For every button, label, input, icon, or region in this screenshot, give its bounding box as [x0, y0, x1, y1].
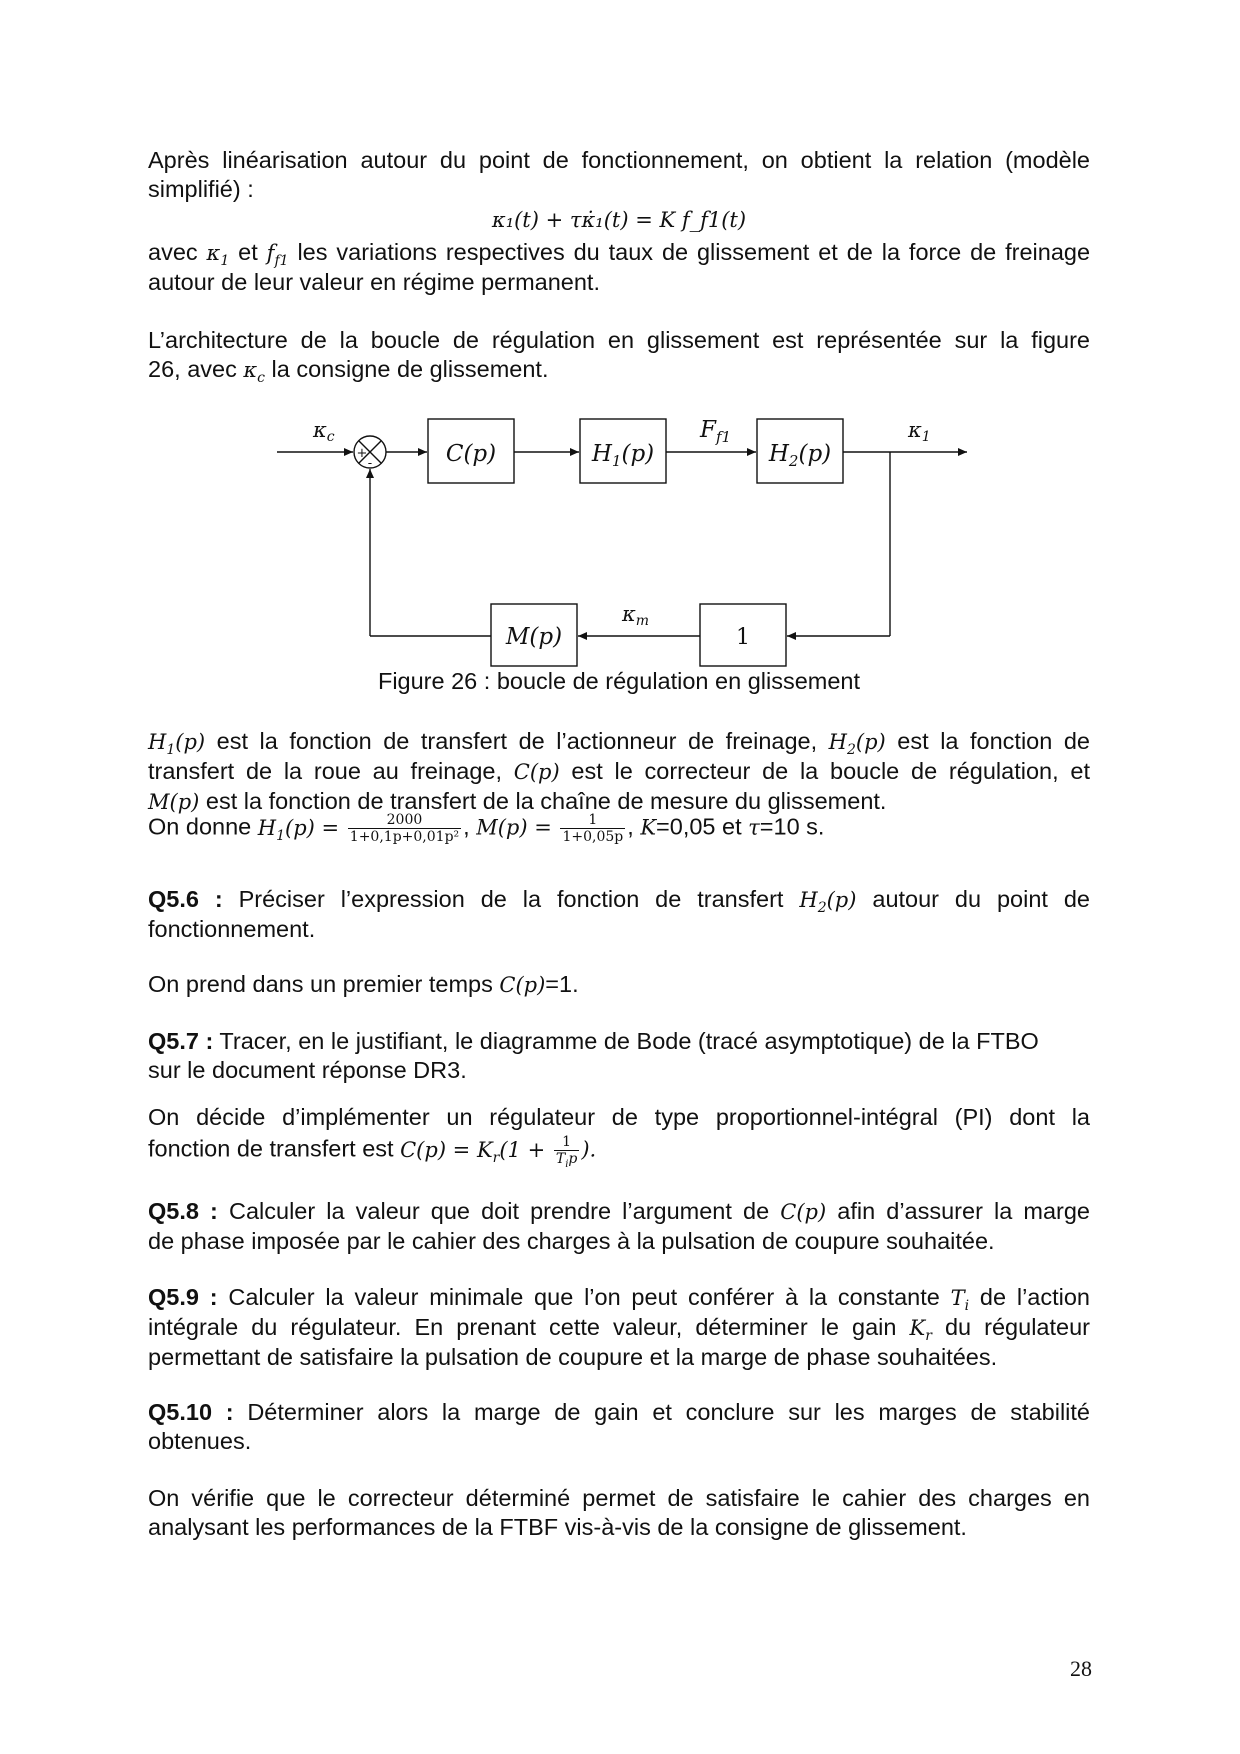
symbol-h2: $H_2(p)$: [828, 730, 886, 759]
page-number: 28: [1070, 1656, 1092, 1681]
question-q5-9: [148, 1283, 1090, 1372]
symbol-kappa1: $\kappa_1$: [206, 241, 230, 270]
q5-7-line-2: sur le document réponse DR3.: [148, 1057, 467, 1083]
final-paragraph: [148, 1484, 1090, 1542]
q5-10-line-1: Q5.10 : Déterminer alors la marge de gain et conclure sur les marges de stabilité: [148, 1399, 1090, 1425]
given-k: K: [640, 815, 657, 840]
label-block-h2: $H_2(p)$: [768, 441, 832, 470]
architecture-line-1: L’architecture de la boucle de régulation en glissement est représentée sur la figure: [148, 327, 1090, 353]
q5-7-label: Q5.7 :: [148, 1028, 214, 1054]
variables-line-2: autour de leur valeur en régime permanent.: [148, 269, 600, 295]
pi-paragraph: [148, 1103, 1090, 1170]
equation-text: κ₁(t) + τκ̇₁(t) = K f_f1(t): [491, 208, 747, 232]
given-values: On donne $H_1(p)$ = $\frac{2000}{\text{1+0,1p+0,01p²}}$ , M(p) = $\frac{1}{1+0,05p}$ , K=0,05 et τ=10 s.: [148, 812, 825, 845]
given-m-fraction: $\frac{1}{1+0,05p}$: [562, 812, 624, 845]
q5-9-symbol-ti: $T_i$: [950, 1286, 970, 1315]
intro-line-1: Après linéarisation autour du point de fonctionnement, on obtient la relation (modèle: [148, 147, 1090, 173]
given-tau: τ: [748, 815, 760, 840]
variables-text: les variations respectives du taux de glissement et de la force de freinage: [297, 239, 1091, 265]
q5-9-label: Q5.9 :: [148, 1284, 218, 1310]
label-ff1: $F_{f1}$: [700, 417, 732, 446]
intro-line-2: simplifié) :: [148, 176, 254, 202]
question-q5-10: [148, 1398, 1090, 1456]
pi-close: ).: [581, 1137, 597, 1162]
symbol-ff1: $f_{f1}$: [266, 241, 289, 270]
pi-formula: $C(p) = K_r(1$ +: [400, 1137, 552, 1166]
pi-line-1: On décide d’implémenter un régulateur de type proportionnel-intégral (PI) dont la: [148, 1104, 1090, 1130]
label-block-m: M(p): [505, 624, 563, 650]
symbol-h1: $H_1(p)$: [148, 730, 206, 759]
text-et: et: [238, 239, 258, 265]
architecture-line-2: 26, avec $\kappa_c$ la consigne de glissement.: [148, 356, 549, 387]
final-line-1: On vérifie que le correcteur déterminé permet de satisfaire le cahier des charges en: [148, 1485, 1090, 1511]
plus-sign: +: [356, 446, 368, 461]
q5-10-label: Q5.10 :: [148, 1399, 234, 1425]
given-h1: $H_1(p)$ =: [257, 815, 346, 844]
question-q5-8: [148, 1197, 1090, 1256]
label-kappa-1: κ1: [908, 418, 931, 445]
q5-6-line-1: Q5.6 : Préciser l’expression de la fonction de transfert $H_2(p)$ autour du point de: [148, 886, 1090, 917]
first-assumption: On prend dans un premier temps C(p)=1.: [148, 971, 579, 997]
q5-9-line-2: intégrale du régulateur. En prenant cette valeur, déterminer le gain $K_r$ du régulateur: [148, 1314, 1090, 1345]
q5-9-line-3: permettant de satisfaire la pulsation de coupure et la marge de phase souhaitées.: [148, 1344, 998, 1370]
control-loop-diagram: [0, 0, 1240, 700]
pi-line-2: fonction de transfert est $C(p) = K_r(1$ + $\frac{1}{T_ip}$ ).: [148, 1134, 597, 1170]
given-m: M(p) =: [476, 815, 559, 840]
label-block-c: C(p): [445, 441, 497, 467]
q5-8-line-1: Q5.8 : Calculer la valeur que doit prendre l’argument de C(p) afin d’assurer la marge: [148, 1198, 1090, 1224]
q5-9-line-1: Q5.9 : Calculer la valeur minimale que l’on peut conférer à la constante $T_i$ de l’action: [148, 1284, 1091, 1315]
pi-fraction: $\frac{1}{T_ip}$: [555, 1134, 578, 1170]
final-line-2: analysant les performances de la FTBF vis-à-vis de la consigne de glissement.: [148, 1514, 967, 1540]
symbol-m: M(p): [148, 790, 200, 814]
q5-8-line-2: de phase imposée par le cahier des charges à la pulsation de coupure souhaitée.: [148, 1228, 995, 1254]
q5-6-line-2: fonctionnement.: [148, 916, 316, 942]
q5-6-symbol-h2: $H_2(p)$: [799, 888, 857, 917]
q5-6-label: Q5.6 :: [148, 886, 223, 912]
question-q5-7: [148, 1027, 1090, 1085]
q5-10-line-2: obtenues.: [148, 1428, 252, 1454]
definitions-line-1: $H_1(p)$ est la fonction de transfert de l’actionneur de freinage, $H_2(p)$ est la fonction de: [148, 728, 1090, 759]
q5-7-line-1: Q5.7 : Tracer, en le justifiant, le diagramme de Bode (tracé asymptotique) de la FTBO: [148, 1028, 1039, 1054]
label-kappa-c: κc: [313, 418, 335, 445]
question-q5-6: [148, 885, 1090, 944]
symbol-kappa-c: $\kappa_c$: [243, 358, 265, 387]
first-symbol-c: C(p): [499, 973, 546, 997]
q5-8-symbol-c: C(p): [780, 1200, 827, 1224]
definitions-line-3: M(p) est la fonction de transfert de la chaîne de mesure du glissement.: [148, 788, 887, 814]
definitions-line-2: transfert de la roue au freinage, C(p) est le correcteur de la boucle de régulation, et: [148, 758, 1090, 784]
definitions-paragraph: [148, 727, 1090, 817]
text-avec: avec: [148, 239, 198, 265]
label-block-unity: 1: [736, 625, 750, 650]
label-kappa-m: κm: [622, 602, 650, 629]
label-block-h1: $H_1(p)$: [591, 441, 655, 470]
minus-sign: -: [367, 456, 373, 471]
symbol-c: C(p): [513, 760, 560, 784]
figure-caption: Figure 26 : boucle de régulation en glissement: [377, 668, 861, 694]
q5-8-label: Q5.8 :: [148, 1198, 218, 1224]
q5-9-symbol-kr: $K_r$: [909, 1316, 932, 1345]
given-h1-fraction: $\frac{2000}{\text{1+0,1p+0,01p²}}$: [349, 812, 460, 845]
